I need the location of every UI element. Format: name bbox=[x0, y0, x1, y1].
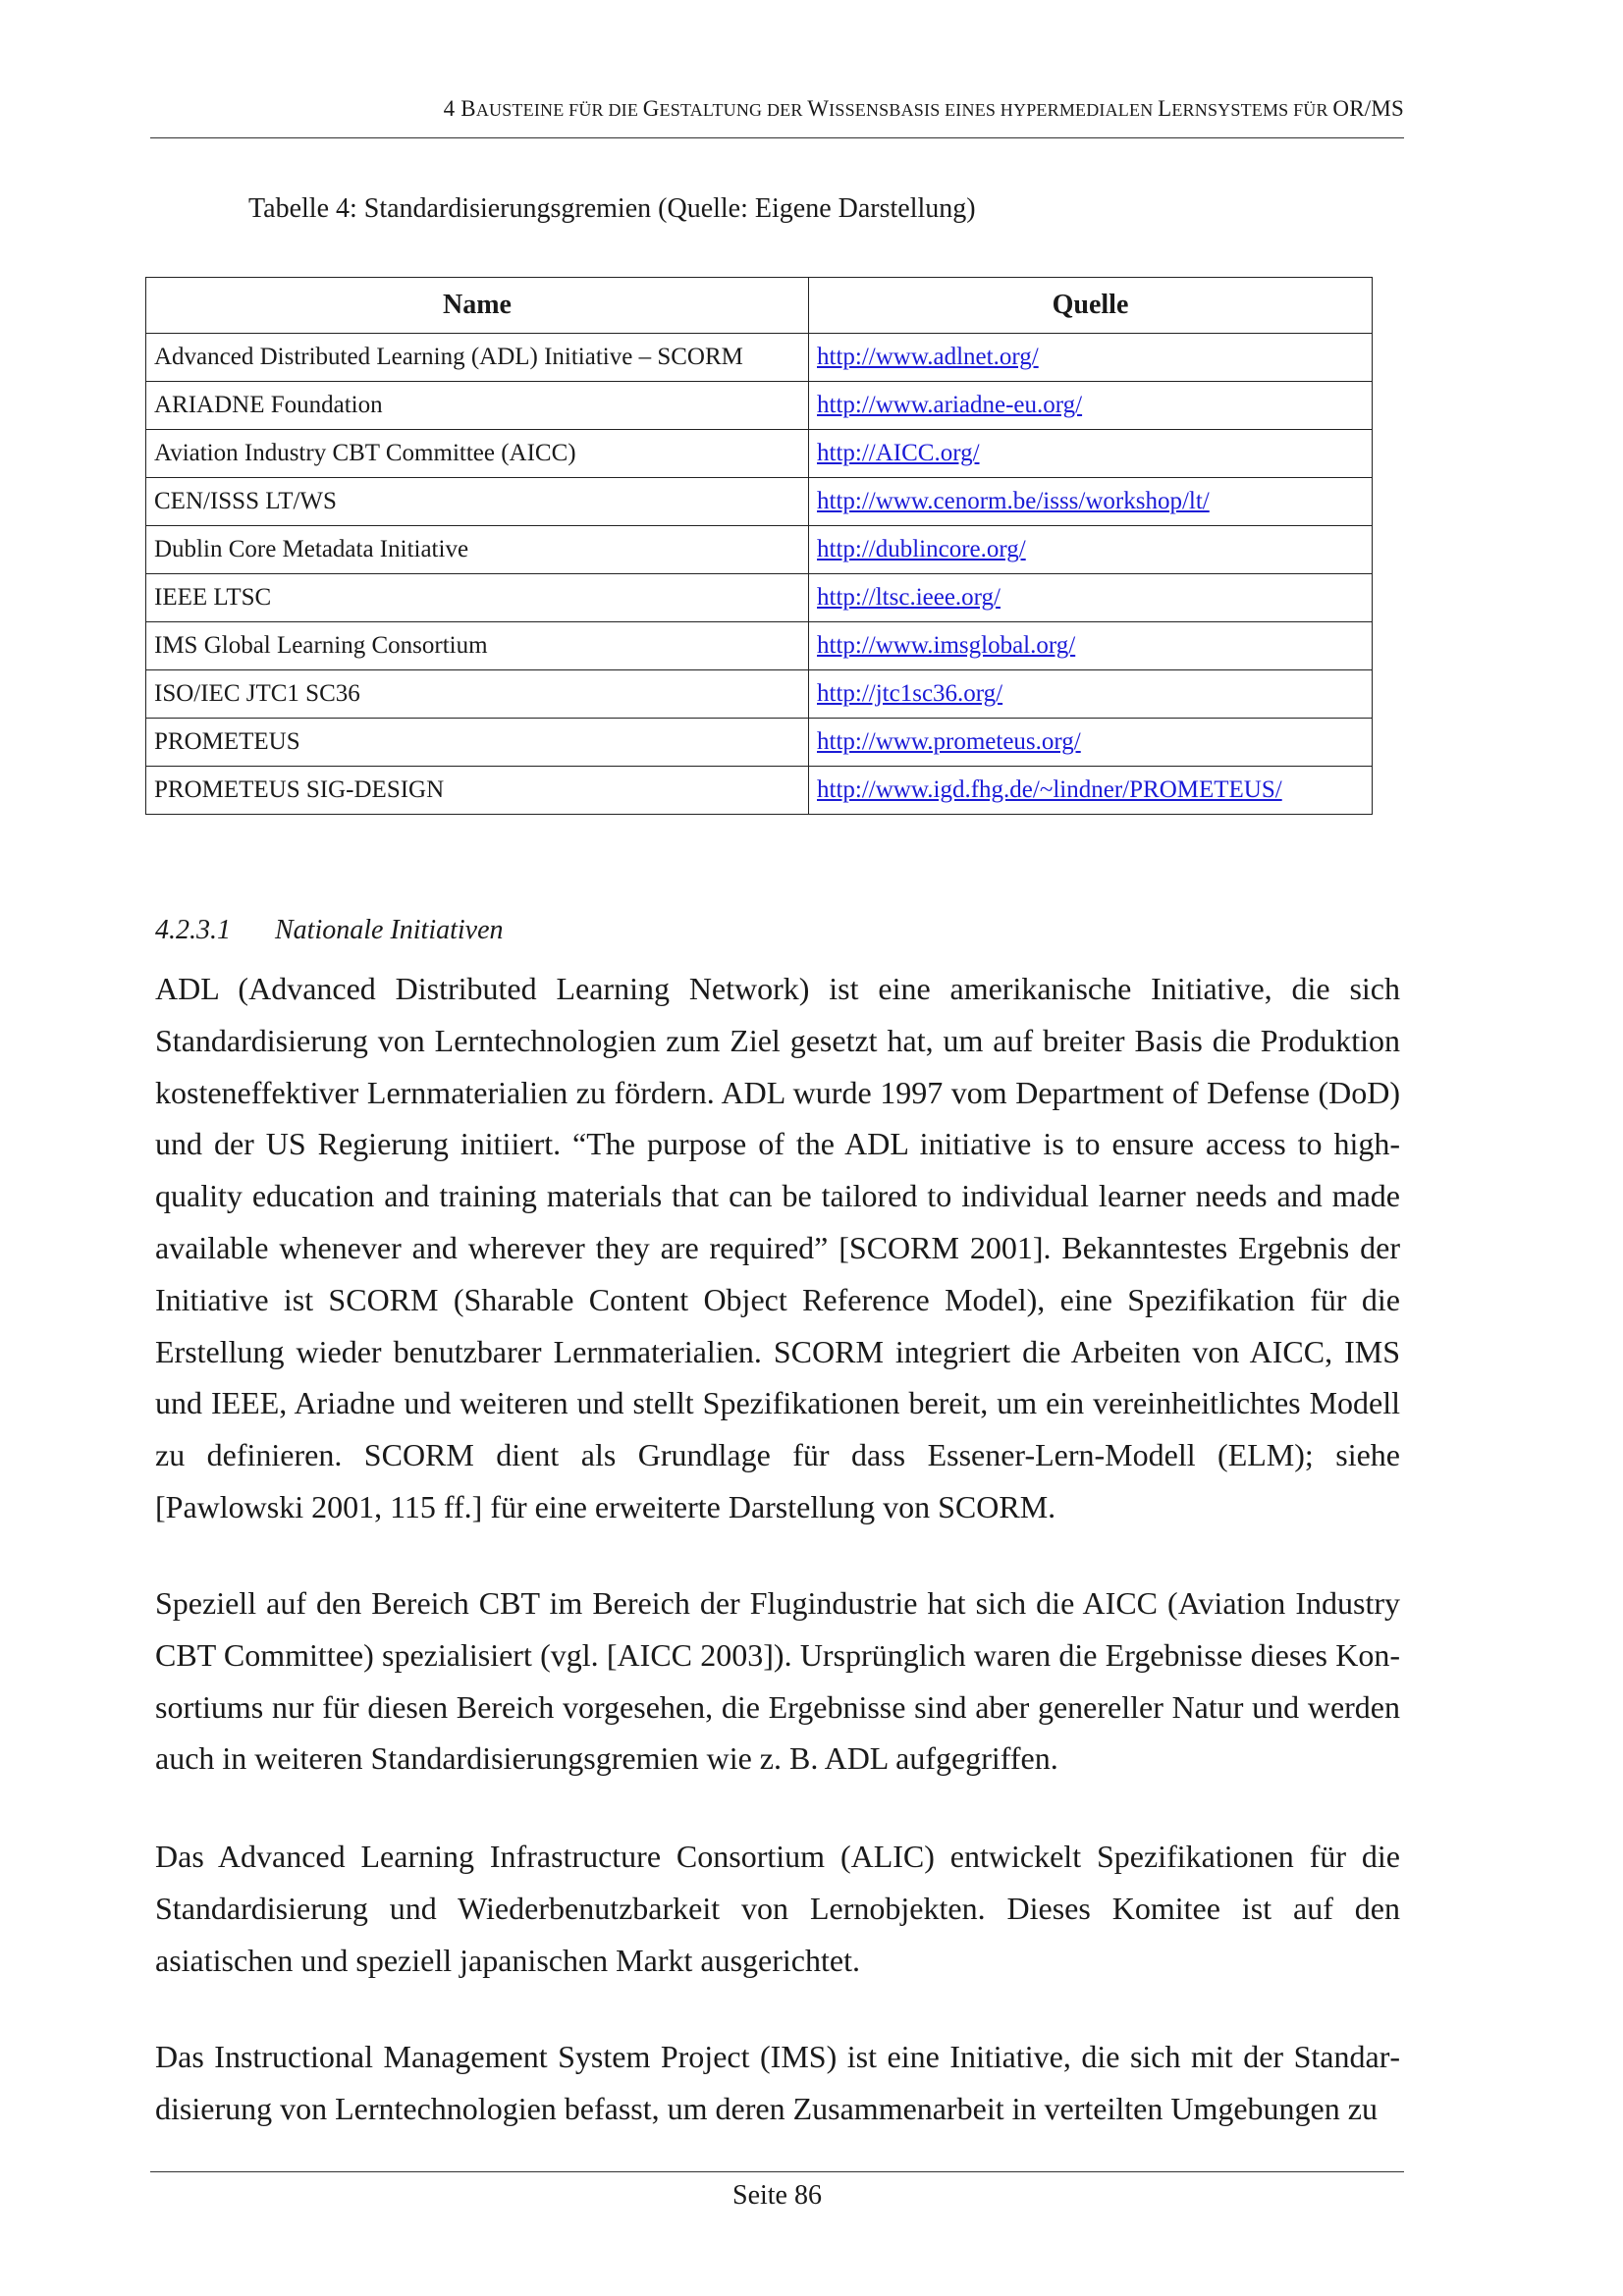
paragraph-ims: Das Instructional Management System Project (IMS) ist eine Initiative, die sich mit der Standardisierung von Lerntechnologien befasst, um deren Zusammenarbeit in verteilten Umgebungen zu bbox=[155, 2039, 1400, 2126]
org-name: IMS Global Learning Consortium bbox=[146, 622, 809, 670]
paragraph-alic: Das Advanced Learning Infrastructure Consortium (ALIC) entwickelt Spezifikationen für die Standardisierung und Wiederbenutzbarkeit von Lernobjekten. Dieses Komitee ist auf den asiatischen und speziell japanischen Markt ausgerichtet. bbox=[155, 1839, 1400, 1978]
table-row bbox=[146, 430, 1373, 478]
org-link[interactable]: http://www.cenorm.be/isss/workshop/lt/ bbox=[817, 488, 1210, 514]
table-row bbox=[146, 334, 1373, 382]
org-name: ISO/IEC JTC1 SC36 bbox=[146, 670, 809, 719]
org-link[interactable]: http://www.prometeus.org/ bbox=[817, 728, 1081, 755]
table-row bbox=[146, 574, 1373, 622]
section-number: 4.2.3.1 bbox=[155, 915, 231, 945]
org-link[interactable]: http://AICC.org/ bbox=[817, 440, 980, 466]
column-header-name: Name bbox=[146, 278, 809, 334]
section-heading bbox=[155, 915, 504, 946]
org-link[interactable]: http://www.imsglobal.org/ bbox=[817, 632, 1076, 659]
org-name: CEN/ISSS LT/WS bbox=[146, 478, 809, 526]
column-header-source: Quelle bbox=[809, 278, 1373, 334]
table-caption: Tabelle 4: Standardisierungsgremien (Quelle: Eigene Darstellung) bbox=[248, 193, 976, 224]
org-name: Advanced Distributed Learning (ADL) Initiative – SCORM bbox=[146, 334, 809, 382]
running-header: 4 BAUSTEINE FÜR DIE GESTALTUNG DER WISSENSBASIS EINES HYPERMEDIALEN LERNSYSTEMS FÜR OR/MS bbox=[150, 96, 1404, 138]
org-name: PROMETEUS SIG-DESIGN bbox=[146, 767, 809, 815]
table-row bbox=[146, 670, 1373, 719]
paragraph-aicc: Speziell auf den Bereich CBT im Bereich der Flugindustrie hat sich die AICC (Aviation Industry CBT Committee) spezialisiert (vgl. [AICC 2003]). Ursprünglich waren die Ergebnisse dieses Konsortiums nur für diesen Bereich vorgesehen, die Ergebnisse sind aber genereller Natur und werden auch in weiteren Standardisierungsgremien wie z. B. ADL aufgegriffen. bbox=[155, 1585, 1400, 1777]
section-title: Nationale Initiativen bbox=[275, 915, 504, 945]
table-row bbox=[146, 719, 1373, 767]
table-row bbox=[146, 478, 1373, 526]
standards-table bbox=[145, 277, 1373, 815]
table-row bbox=[146, 382, 1373, 430]
org-name: Aviation Industry CBT Committee (AICC) bbox=[146, 430, 809, 478]
org-name: Dublin Core Metadata Initiative bbox=[146, 526, 809, 574]
org-name: ARIADNE Foundation bbox=[146, 382, 809, 430]
org-link[interactable]: http://www.adlnet.org/ bbox=[817, 344, 1039, 370]
org-link[interactable]: http://www.ariadne-eu.org/ bbox=[817, 392, 1083, 418]
table-header-row bbox=[146, 278, 1373, 334]
org-name: IEEE LTSC bbox=[146, 574, 809, 622]
org-link[interactable]: http://jtc1sc36.org/ bbox=[817, 680, 1003, 707]
table-row bbox=[146, 622, 1373, 670]
page-footer: Seite 86 bbox=[150, 2171, 1404, 2212]
org-name: PROMETEUS bbox=[146, 719, 809, 767]
org-link[interactable]: http://dublincore.org/ bbox=[817, 536, 1026, 562]
paragraph-adl: ADL (Advanced Distributed Learning Network) ist eine amerikanische Initiative, die sich Standardisierung von Lerntechnologien zum Ziel gesetzt hat, um auf breiter Basis die Produktion kosteneffektiver Lernmaterialien zu fördern. ADL wurde 1997 vom Department of Defense (DoD) und der US Regierung initiiert. “The purpose of the ADL initiative is to ensure access to high-quality education and training materials that can be tailored to individual learner needs and made available whenever and wherever they are required” [SCORM 2001]. Bekanntestes Ergebnis der Initiative ist SCORM (Sharable Content Object Reference Model), eine Spezifikation für die Erstellung wieder benutzbarer Lernmaterialien. SCORM integriert die Arbeiten von AICC, IMS und IEEE, Ariadne und weiteren und stellt Spezifikationen bereit, um ein vereinheitlichtes Modell zu definieren. SCORM dient als Grundlage für dass Essener-Lern-Modell (ELM); siehe [Pawlowski 2001, 115 ff.] für eine erweiterte Darstellung von SCORM. bbox=[155, 971, 1400, 1524]
table-row bbox=[146, 526, 1373, 574]
table-row bbox=[146, 767, 1373, 815]
org-link[interactable]: http://www.igd.fhg.de/~lindner/PROMETEUS/ bbox=[817, 776, 1282, 803]
org-link[interactable]: http://ltsc.ieee.org/ bbox=[817, 584, 1001, 611]
